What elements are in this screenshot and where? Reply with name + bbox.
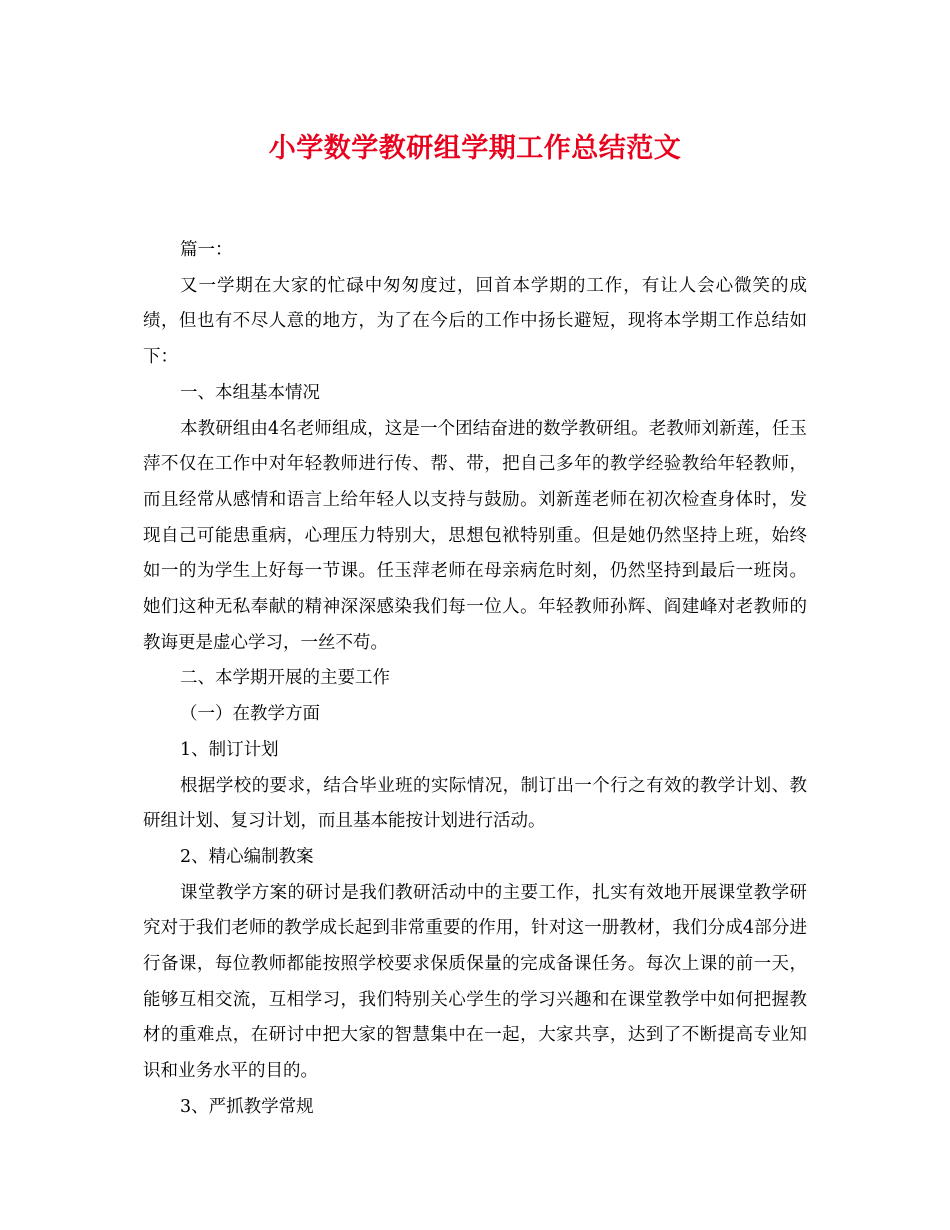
document-title: 小学数学教研组学期工作总结范文 (268, 133, 682, 164)
item-heading-routine: 3、严抓教学常规 (180, 1096, 314, 1117)
paragraph-group-info: 本教研组由4名老师组成，这是一个团结奋进的数学教研组。老教师刘新莲，任玉萍不仅在工作中对年轻教师进行传、帮、带，把自己多年的教学经验教给年轻教师，而且经常从感情和语言上给年轻人以支持与鼓励。刘新莲老师在初次检查身体时，发现自己可能患重病，心理压力特别大，思想包袱特别重。但是她仍然坚持上班，始终如一的为学生上好每一节课。任玉萍老师在母亲病危时刻，仍然坚持到最后一班岗。她们这种无私奉献的精神深深感染我们每一位人。年轻教师孙辉、阎建峰对老教师的教诲更是虚心学习，一丝不苟。 (143, 418, 807, 653)
paragraph-plan: 根据学校的要求，结合毕业班的实际情况，制订出一个行之有效的教学计划、教研组计划、复习计划，而且基本能按计划进行活动。 (143, 775, 807, 832)
paragraph-lesson-plan: 课堂教学方案的研讨是我们教研活动中的主要工作，扎实有效地开展课堂教学研究对于我们老师的教学成长起到非常重要的作用，针对这一册教材，我们分成4部分进行备课，每位教师都能按照学校要求保质保量的完成备课任务。每次上课的前一天，能够互相交流，互相学习，我们特别关心学生的学习兴趣和在课堂教学中如何把握教材的重难点，在研讨中把大家的智慧集中在一起，大家共享，达到了不断提高专业知识和业务水平的目的。 (143, 882, 807, 1082)
item-heading-plan: 1、制订计划 (180, 739, 279, 760)
document-body (143, 233, 807, 1126)
subsection-heading-teaching: （一）在教学方面 (180, 704, 320, 725)
paragraph-opening: 又一学期在大家的忙碌中匆匆度过，回首本学期的工作，有让人会心微笑的成绩，但也有不尽人意的地方，为了在今后的工作中扬长避短，现将本学期工作总结如下： (143, 275, 807, 368)
paragraph-intro-label: 篇一： (180, 240, 233, 260)
section-heading-1: 一、本组基本情况 (180, 382, 320, 403)
section-heading-2: 二、本学期开展的主要工作 (180, 668, 390, 689)
item-heading-lesson-plan: 2、精心编制教案 (180, 846, 314, 867)
